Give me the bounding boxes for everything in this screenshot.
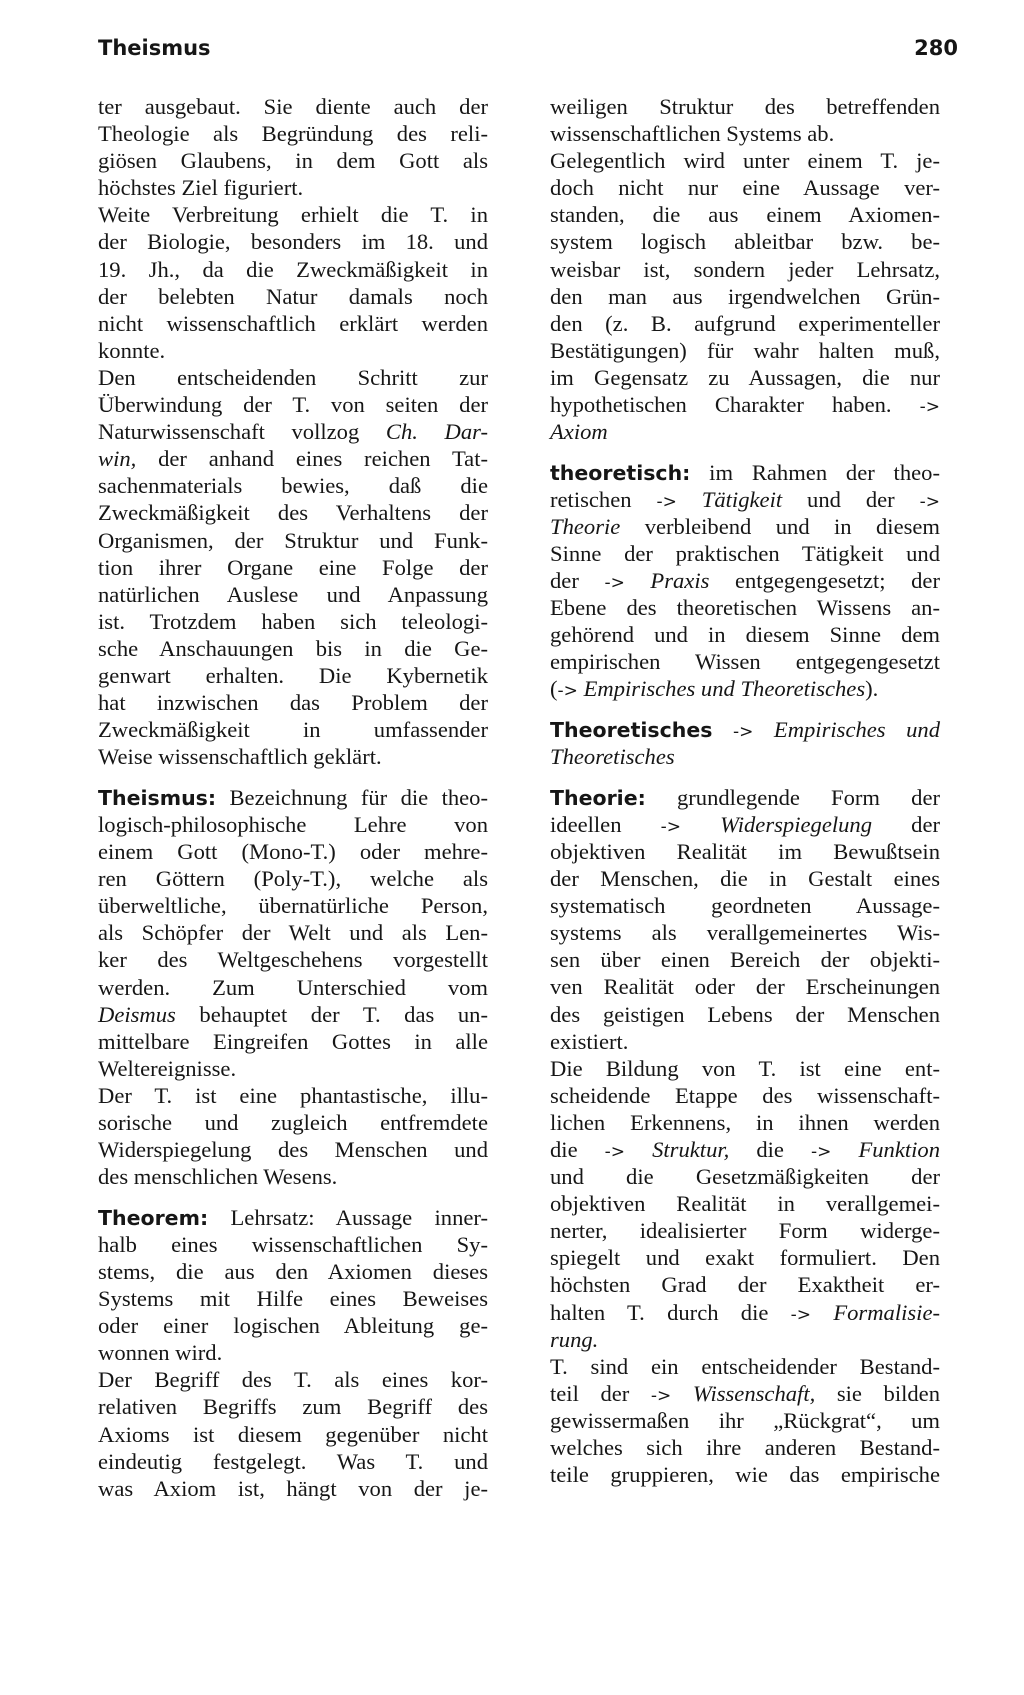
text-line: lichen Erkennens, in ihnen werden [550,1109,940,1135]
text-segment: die [756,1136,784,1162]
text-line [550,459,940,486]
text-line: den (z. B. aufgrund experimenteller [550,310,940,336]
cross-reference: Axiom [550,419,608,445]
text-line: systems als verallgemeinertes Wis- [550,920,940,946]
text-line: höchstes Ziel figuriert. [98,175,304,201]
text-line [550,486,940,513]
text-line: Zweckmäßigkeit des Verhaltens der [98,500,488,526]
text-line: systematisch geordneten Aussage- [550,893,940,919]
text-segment: verbleibend und in diesem [644,513,940,539]
arrow-right-icon: -> [919,397,940,418]
text-line: Zweckmäßigkeit in umfassender [98,717,488,743]
text-line [550,1380,940,1407]
text-line: system logisch ableitbar bzw. be- [550,229,940,255]
text-line: konnte. [98,337,166,363]
arrow-right-icon: -> [650,1385,672,1406]
text-line [550,811,940,838]
entry-headword: theoretisch: [550,460,691,485]
entry-theorem-continuation [550,93,940,445]
text-line: mittelbare Eingreifen Gottes in alle [98,1028,488,1054]
text-line: der Menschen, die in Gestalt eines [550,866,940,892]
text-line: weiligen Struktur des betreffenden [550,94,940,119]
cross-reference: rung. [550,1326,599,1352]
cross-reference: Theorie [550,513,621,539]
cross-reference: Praxis [650,568,710,594]
text-line [550,784,940,811]
text-line: objektiven Realität in verallgemei- [550,1191,940,1217]
text-segment: retischen [550,486,632,512]
text-segment: der [911,811,940,837]
text-line: Der T. ist eine phantastische, illu- [98,1082,488,1108]
text-line: standen, die aus einem Axiomen- [550,202,940,228]
text-line [98,1204,488,1231]
text-line [550,1299,940,1326]
text-line [550,743,940,770]
running-head-word: Theismus [98,36,211,60]
text-line: werden. Zum Unterschied vom [98,974,488,1000]
text-line: sachenmaterials bewies, daß die [98,473,488,499]
text-segment: behauptet der T. das un- [199,1001,488,1027]
text-line: im Gegensatz zu Aussagen, die nur [550,364,940,390]
text-line: einem Gott (Mono-T.) oder mehre- [98,839,488,865]
text-line: teile gruppieren, wie das empirische [550,1462,940,1488]
text-line: Gelegentlich wird unter einem T. je- [550,148,940,174]
text-segment: ( [550,676,558,702]
arrow-right-icon: -> [732,722,754,743]
text-line: Der Begriff des T. als eines kor- [98,1367,488,1393]
text-line: Den entscheidenden Schritt zur [98,364,488,390]
entry-theoretisches [550,716,940,770]
left-column [98,93,488,1502]
cross-reference: Theoretisches [550,744,675,770]
text-line: des menschlichen Wesens. [98,1164,338,1190]
text-line: wissenschaftlichen Systems ab. [550,121,835,147]
text-line: der belebten Natur damals noch [98,283,488,309]
text-line: Überwindung der T. von seiten der [98,392,488,418]
entry-teleologie-continuation [98,93,488,770]
text-segment: entgegengesetzt; der [734,568,940,594]
text-line [98,445,488,472]
text-line: stems, die aus den Axiomen dieses [98,1258,488,1284]
text-line: Bestätigungen) für wahr halten muß, [550,337,940,363]
cross-reference: Empirisches und [773,717,940,743]
text-segment: grundlegende Form der [676,784,940,810]
arrow-right-icon: -> [604,1141,626,1162]
text-line: den man aus irgendwelchen Grün- [550,283,940,309]
text-segment: ideellen [550,811,622,837]
text-line: Organismen, der Struktur und Funk- [98,527,488,553]
text-line [98,418,488,445]
cross-reference: Struktur, [652,1136,730,1162]
arrow-right-icon: -> [604,573,625,594]
text-line: nicht wissenschaftlich erklärt werden [98,310,488,336]
text-line: genwart erhalten. Die Kybernetik [98,662,488,688]
cross-reference: Tätigkeit [701,486,783,512]
text-line: spiegelt und exakt formuliert. Den [550,1245,940,1271]
text-line [550,716,940,743]
text-line [550,1136,940,1163]
text-line: Systems mit Hilfe eines Beweises [98,1286,488,1312]
text-line: Sinne der praktischen Tätigkeit und [550,541,940,566]
text-line [550,418,940,445]
arrow-right-icon: -> [557,681,578,702]
text-line: wonnen wird. [98,1340,223,1366]
cross-reference: Wissenschaft, [692,1380,816,1406]
text-line: giösen Glaubens, in dem Gott als [98,148,488,174]
text-segment: sie bilden [836,1380,941,1406]
text-line: eindeutig festgelegt. Was T. und [98,1448,488,1474]
cross-reference: Formalisie- [833,1299,940,1325]
entry-headword: Theorie: [550,785,646,810]
text-line [98,784,488,811]
text-line: 19. Jh., da die Zweckmäßigkeit in [98,256,488,282]
text-line: nerter, idealisierter Form widerge- [550,1218,940,1244]
text-line: Axioms ist diesem gegenüber nicht [98,1421,488,1447]
cross-reference: Deismus [98,1001,176,1027]
text-segment: und der [807,486,895,512]
text-line: ven Realität oder der Erscheinungen [550,974,940,1000]
text-line: Weltereignisse. [98,1055,237,1081]
text-line: als Schöpfer der Welt und als Len- [98,920,488,946]
text-segment: im Rahmen der theo- [709,459,940,485]
arrow-right-icon: -> [919,491,941,512]
text-line: objektiven Realität im Bewußtsein [550,838,940,864]
text-segment: Naturwissenschaft vollzog [98,419,360,445]
person-name: Ch. Dar- [385,419,488,445]
text-line: sche Anschauungen bis in die Ge- [98,635,488,661]
text-line: T. sind ein entscheidender Bestand- [550,1353,940,1379]
running-head [98,36,958,76]
right-column [550,93,940,1488]
entry-theorem [98,1204,488,1502]
text-line: Weite Verbreitung erhielt die T. in [98,202,488,228]
text-line: natürlichen Auslese und Anpassung [98,581,488,607]
text-line: hat inzwischen das Problem der [98,690,488,716]
text-line [550,1326,940,1353]
arrow-right-icon: -> [656,491,677,512]
text-segment: der anhand eines reichen Tat- [158,446,488,472]
text-line: existiert. [550,1028,629,1054]
text-line: des geistigen Lebens der Menschen [550,1001,940,1027]
text-line: empirischen Wissen entgegengesetzt [550,649,940,675]
arrow-right-icon: -> [660,816,682,837]
text-segment: hypothetischen Charakter haben. [550,392,892,418]
cross-reference: Empirisches und Theoretisches [583,676,866,702]
cross-reference: Widerspiegelung [720,811,873,837]
text-line: Ebene des theoretischen Wissens an- [550,595,940,621]
text-line: Widerspiegelung des Menschen und [98,1137,488,1163]
text-segment: Lehrsatz: Aussage inner- [230,1204,488,1230]
entry-theismus [98,784,488,1190]
text-line: gewissermaßen ihr „Rückgrat“, um [550,1407,940,1433]
text-line: überweltliche, übernatürliche Person, [98,893,488,919]
entry-theorie [550,784,940,1488]
text-line: der Biologie, besonders im 18. und [98,229,488,255]
text-line: gehörend und in diesem Sinne dem [550,622,940,648]
text-segment: Bezeichnung für die theo- [229,784,488,810]
text-line: tion ihrer Organe eine Folge der [98,554,488,580]
text-line: ren Göttern (Poly-T.), welche als [98,866,488,892]
entry-headword: Theoretisches [550,718,713,743]
text-line: doch nicht nur eine Aussage ver- [550,175,940,201]
entry-headword: Theismus: [98,785,217,810]
text-line: sorische und zugleich entfremdete [98,1109,488,1135]
text-line [550,391,940,418]
text-segment: der [550,568,579,594]
text-segment: ). [865,676,879,702]
text-line [550,513,940,540]
text-segment: die [550,1136,578,1162]
text-line: Die Bildung von T. ist eine ent- [550,1055,940,1081]
page-number: 280 [914,36,958,60]
text-line: Weise wissenschaftlich geklärt. [98,744,382,770]
text-line: weisbar ist, sondern jeder Lehrsatz, [550,256,940,282]
text-line: Theologie als Begründung des reli- [98,121,488,147]
entry-headword: Theorem: [98,1205,209,1230]
text-line: oder einer logischen Ableitung ge- [98,1313,488,1339]
text-line [550,567,940,594]
text-line: logisch-philosophische Lehre von [98,811,488,837]
text-line: und die Gesetzmäßigkeiten der [550,1164,940,1190]
text-line: scheidende Etappe des wissenschaft- [550,1082,940,1108]
text-line [98,1001,488,1028]
text-line: ter ausgebaut. Sie diente auch der [98,94,488,119]
text-line: ker des Weltgeschehens vorgestellt [98,947,488,973]
arrow-right-icon: -> [811,1141,832,1162]
text-segment: halten T. durch die [550,1299,769,1325]
text-segment: teil der [550,1380,630,1406]
entry-theoretisch [550,459,940,703]
text-line: ist. Trotzdem haben sich teleologi- [98,608,488,634]
text-line: halb eines wissenschaftlichen Sy- [98,1231,488,1257]
text-line: sen über einen Bereich der objekti- [550,947,940,973]
text-line: was Axiom ist, hängt von der je- [98,1475,488,1501]
arrow-right-icon: -> [790,1304,812,1325]
text-line: höchsten Grad der Exaktheit er- [550,1272,940,1298]
person-name: win, [98,446,137,472]
text-line: welches sich ihre anderen Bestand- [550,1435,940,1460]
text-line: relativen Begriffs zum Begriff des [98,1394,488,1420]
cross-reference: Funktion [858,1136,941,1162]
text-line [550,675,940,702]
